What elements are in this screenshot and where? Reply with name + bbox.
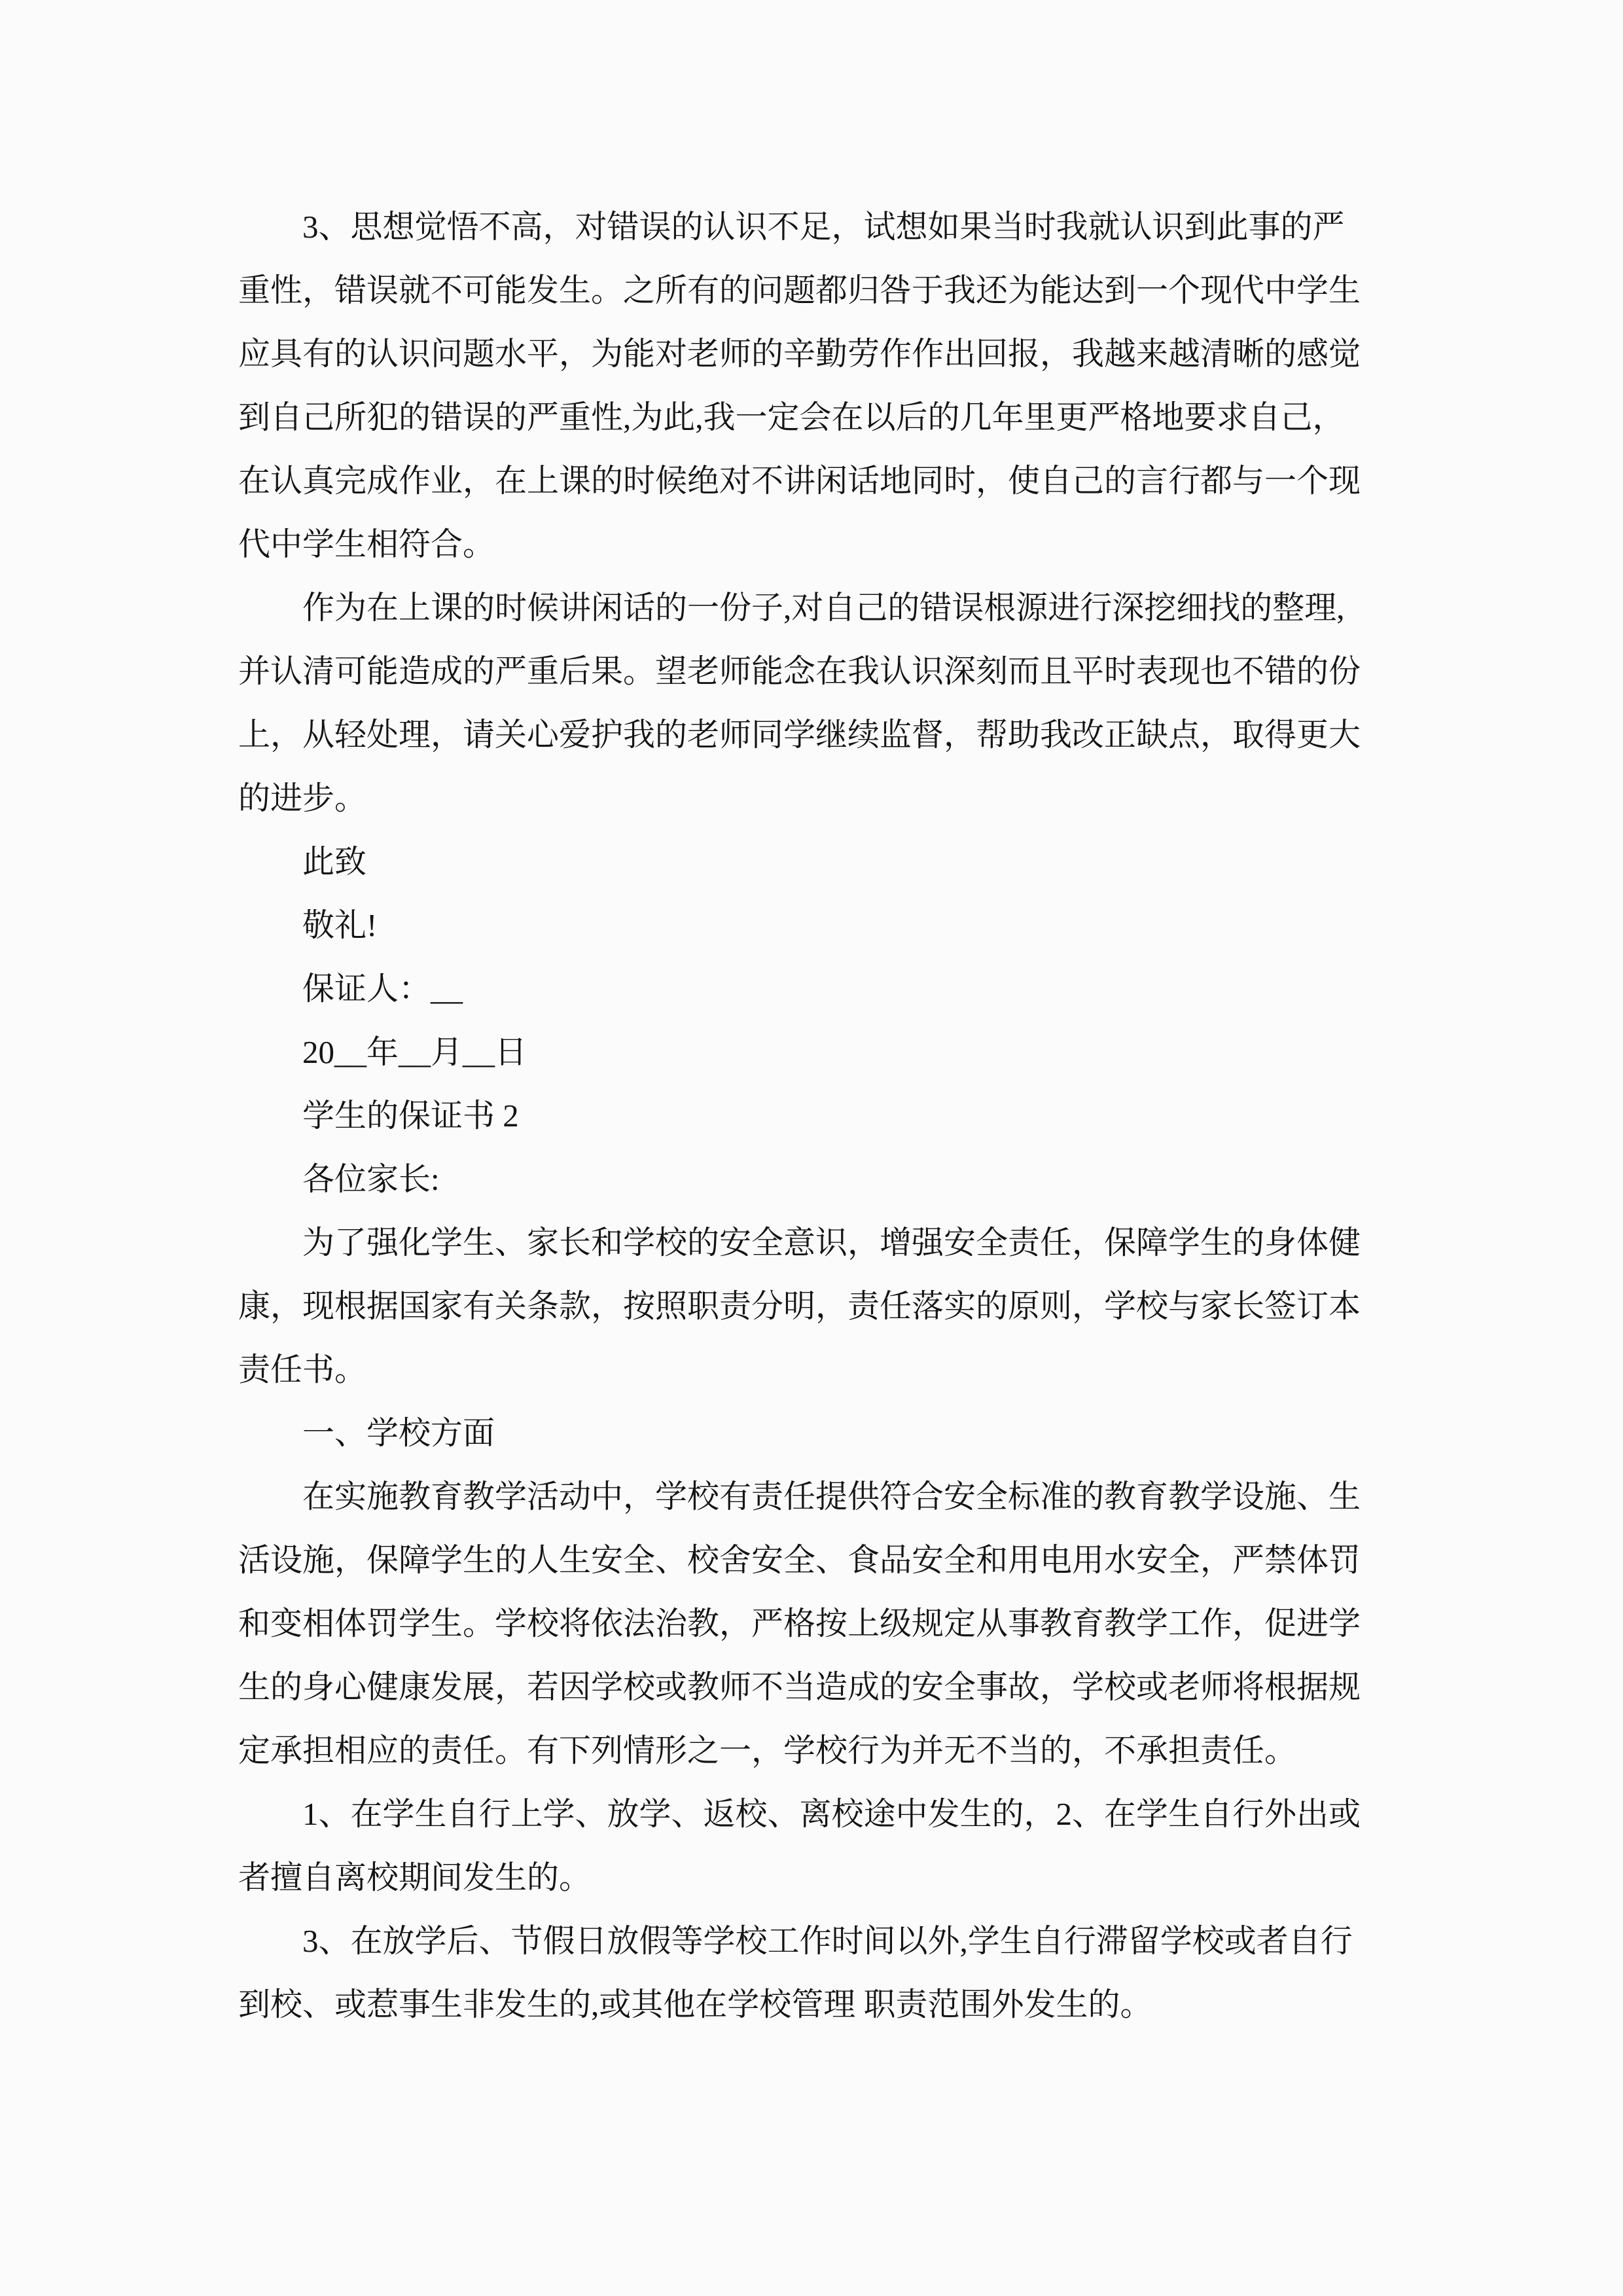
text-line: 的进步。 <box>238 780 367 816</box>
text-line: 学生的保证书 2 <box>302 1098 519 1134</box>
text-line: 到自己所犯的错误的严重性,为此,我一定会在以后的几年里更严格地要求自己， <box>238 399 1345 435</box>
text-line: 在实施教育教学活动中，学校有责任提供符合安全标准的教育教学设施、生 <box>302 1479 1361 1515</box>
text-line: 作为在上课的时候讲闲话的一份子,对自己的错误根源进行深挖细找的整理, <box>302 590 1345 626</box>
text-line: 活设施，保障学生的人生安全、校舍安全、食品安全和用电用水安全，严禁体罚 <box>238 1542 1361 1578</box>
text-line: 和变相体罚学生。学校将依法治教，严格按上级规定从事教育教学工作，促进学 <box>238 1605 1361 1641</box>
text-line: 1、在学生自行上学、放学、返校、离校途中发生的，2、在学生自行外出或 <box>302 1796 1361 1832</box>
text-line: 应具有的认识问题水平，为能对老师的辛勤劳作作出回报，我越来越清晰的感觉 <box>238 336 1361 372</box>
text-line: 并认清可能造成的严重后果。望老师能念在我认识深刻而且平时表现也不错的份 <box>238 653 1361 689</box>
text-line: 保证人：__ <box>302 971 463 1007</box>
document-body <box>238 195 1410 2036</box>
text-line: 上，从轻处理，请关心爱护我的老师同学继续监督，帮助我改正缺点，取得更大 <box>238 717 1361 753</box>
text-line: 敬礼! <box>302 907 378 943</box>
text-line: 者擅自离校期间发生的。 <box>238 1859 592 1895</box>
text-line: 为了强化学生、家长和学校的安全意识，增强安全责任，保障学生的身体健 <box>302 1225 1361 1261</box>
text-line: 责任书。 <box>238 1352 367 1388</box>
text-line: 3、在放学后、节假日放假等学校工作时间以外,学生自行滞留学校或者自行 <box>302 1923 1353 1959</box>
text-line: 生的身心健康发展，若因学校或教师不当造成的安全事故，学校或老师将根据规 <box>238 1669 1361 1705</box>
text-line: 此致 <box>302 844 367 880</box>
text-line: 定承担相应的责任。有下列情形之一，学校行为并无不当的，不承担责任。 <box>238 1732 1297 1768</box>
text-line: 到校、或惹事生非发生的,或其他在学校管理 职责范围外发生的。 <box>238 1986 1152 2022</box>
text-line: 20__年__月__日 <box>302 1034 527 1070</box>
text-line: 各位家长: <box>302 1161 440 1197</box>
text-line: 代中学生相符合。 <box>238 526 495 562</box>
text-line: 重性，错误就不可能发生。之所有的问题都归咎于我还为能达到一个现代中学生 <box>238 272 1361 308</box>
text-line: 在认真完成作业，在上课的时候绝对不讲闲话地同时，使自己的言行都与一个现 <box>238 463 1361 499</box>
text-line: 3、思想觉悟不高，对错误的认识不足，试想如果当时我就认识到此事的严 <box>302 209 1345 245</box>
text-line: 一、学校方面 <box>302 1415 495 1451</box>
text-line: 康，现根据国家有关条款，按照职责分明，责任落实的原则，学校与家长签订本 <box>238 1288 1361 1324</box>
